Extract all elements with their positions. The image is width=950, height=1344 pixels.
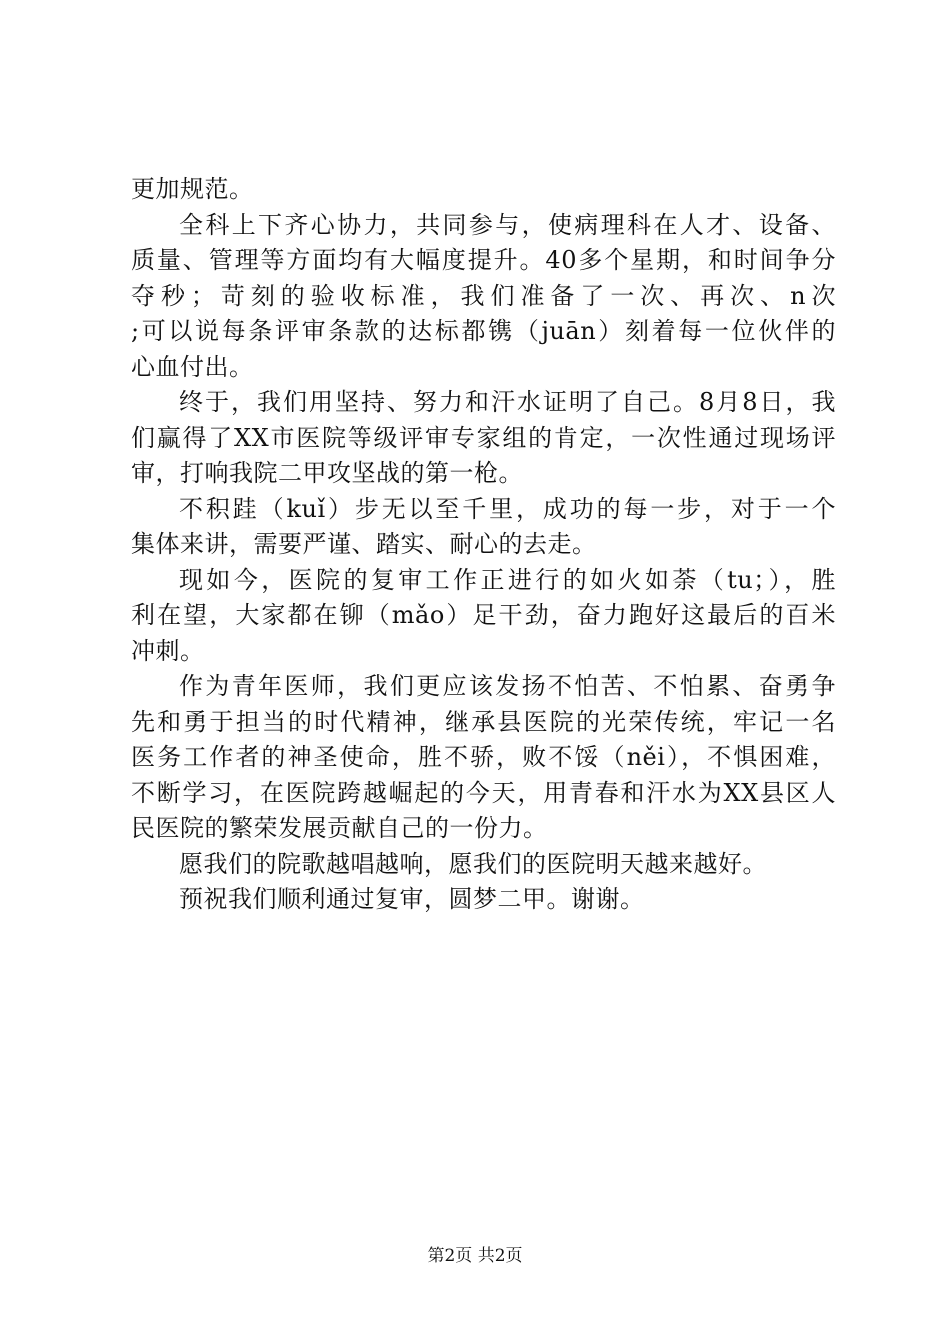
text-line: 终于，我们用坚持、努力和汗水证明了自己。8月8日，我 [179,388,836,416]
text-line: 更加规范。 [131,175,254,203]
text-line: 不积跬（kuǐ）步无以至千里，成功的每一步，对于一个 [179,494,836,523]
text-line: 先和勇于担当的时代精神，继承县医院的光荣传统，牢记一名 [131,707,836,736]
text-line: 作为青年医师，我们更应该发扬不怕苦、不怕累、奋勇争 [179,672,836,700]
text-line: 心血付出。 [131,352,254,381]
text-line: 夺秒；苛刻的验收标准，我们准备了一次、再次、n次 [131,281,836,310]
text-line: 现如今，医院的复审工作正进行的如火如荼（tu；），胜 [179,565,836,594]
text-line: 全科上下齐心协力，共同参与，使病理科在人才、设备、 [179,210,836,239]
document-body [131,172,836,918]
text-line: ;可以说每条评审条款的达标都镌（juān）刻着每一位伙伴的 [131,317,836,345]
text-line: 冲刺。 [131,636,205,665]
text-line: 审，打响我院二甲攻坚战的第一枪。 [131,459,523,487]
text-line: 医务工作者的神圣使命，胜不骄，败不馁（něi），不惧困难， [131,743,836,771]
text-line: 不断学习，在医院跨越崛起的今天，用青春和汗水为XX县区人 [131,778,836,807]
text-line: 们赢得了XX市医院等级评审专家组的肯定，一次性通过现场评 [131,423,836,452]
text-line: 质量、管理等方面均有大幅度提升。40多个星期，和时间争分 [131,246,836,274]
page-number-footer: 第2页 共2页 [427,1246,523,1266]
text-line: 预祝我们顺利通过复审，圆梦二甲。谢谢。 [179,885,645,913]
text-line: 集体来讲，需要严谨、踏实、耐心的去走。 [131,530,597,558]
text-line: 愿我们的院歌越唱越响，愿我们的医院明天越来越好。 [179,849,767,878]
text-line: 民医院的繁荣发展贡献自己的一份力。 [131,814,548,842]
text-line: 利在望，大家都在铆（mǎo）足干劲，奋力跑好这最后的百米 [131,601,836,629]
